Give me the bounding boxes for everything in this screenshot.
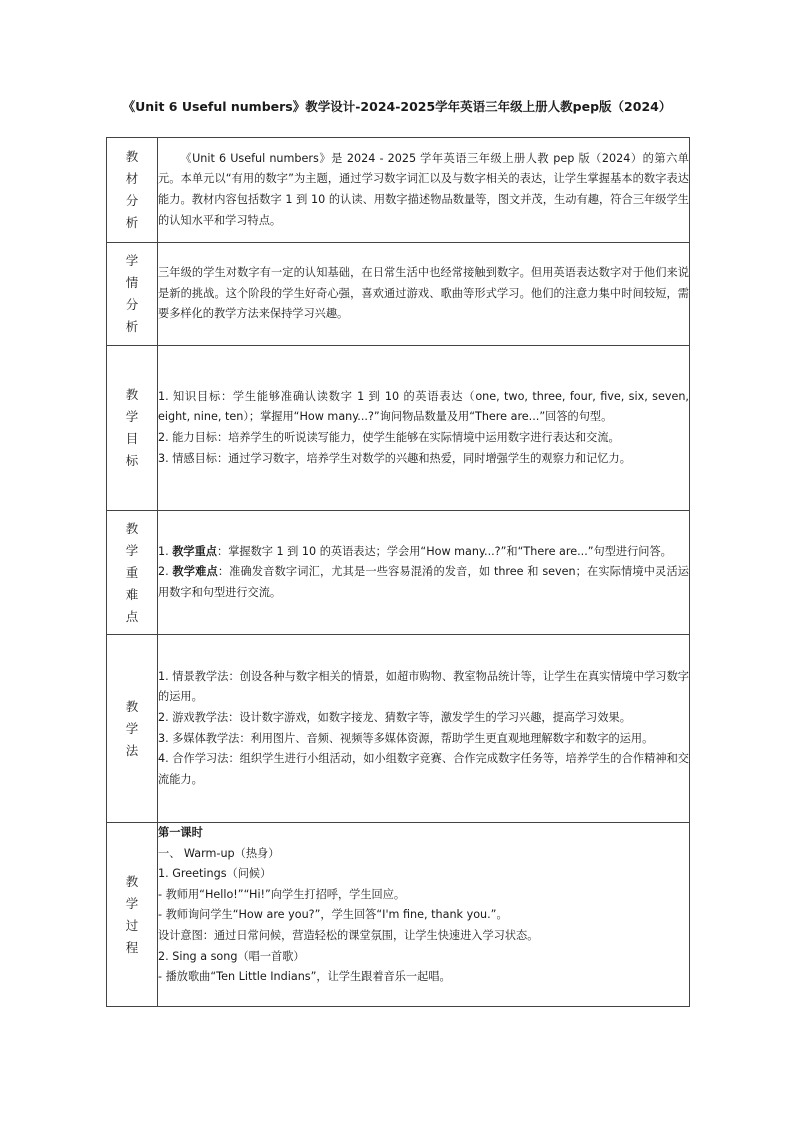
- label-char: 教: [125, 149, 139, 164]
- process-line: 1. Greetings（问候）: [158, 867, 272, 881]
- content-teaching-methods: [158, 635, 690, 823]
- process-line: 2. Sing a song（唱一首歌）: [158, 949, 305, 963]
- label-char: 学: [125, 253, 139, 268]
- goal-emotion: 3. 情感目标：通过学习数字，培养学生对数学的兴趣和热爱，同时增强学生的观察力和记忆力。: [158, 451, 631, 465]
- goal-knowledge: 1. 知识目标：学生能够准确认读数字 1 到 10 的英语表达（one, two, three, four, five, six, seven, eight, nine, ten）；掌握用“How many...?”询问物品数量及用“There are...”回答的句型。: [158, 389, 689, 424]
- row-teaching-process: [107, 823, 690, 1007]
- method-multimedia: 3. 多媒体教学法：利用图片、音频、视频等多媒体资源，帮助学生更直观地理解数字和数字的运用。: [158, 731, 654, 745]
- label-char: 法: [125, 742, 139, 758]
- label-char: 教: [125, 873, 139, 889]
- content-teaching-goals: [158, 346, 690, 511]
- process-line: 一、 Warm-up（热身）: [158, 846, 280, 860]
- content-teaching-process: [158, 823, 690, 1007]
- label-materials-analysis: [107, 138, 158, 243]
- label-char: 目: [125, 431, 139, 446]
- process-line: - 教师用“Hello!”“Hi!”向学生打招呼，学生回应。: [158, 887, 406, 901]
- label-char: 析: [125, 215, 139, 230]
- label-char: 学: [125, 720, 139, 736]
- label-char: 析: [125, 319, 139, 334]
- label-student-analysis: [107, 243, 158, 346]
- focus-label: 教学重点: [172, 544, 217, 558]
- row-materials-analysis: [107, 138, 690, 243]
- focus-prefix: 1.: [158, 544, 173, 558]
- label-char: 程: [125, 939, 139, 955]
- process-line: - 播放歌曲“Ten Little Indians”，让学生跟着音乐一起唱。: [158, 970, 451, 984]
- label-char: 重: [125, 564, 139, 580]
- teaching-focus: [158, 542, 689, 563]
- label-char: 材: [125, 171, 139, 186]
- difficulty-label: 教学难点: [172, 565, 218, 579]
- label-char: 学: [125, 409, 139, 424]
- process-line: 设计意图：通过日常问候，营造轻松的课堂氛围，让学生快速进入学习状态。: [158, 928, 539, 942]
- row-teaching-methods: [107, 635, 690, 823]
- method-situational: 1. 情景教学法：创设各种与数字相关的情景，如超市购物、教室物品统计等，让学生在真实情境中学习数字的运用。: [158, 669, 689, 704]
- row-key-points: [107, 511, 690, 635]
- lesson-title: 第一课时: [158, 826, 203, 839]
- label-char: 教: [125, 387, 139, 402]
- process-line: - 教师询问学生“How are you?”，学生回答“I'm fine, thank you.”。: [158, 908, 508, 922]
- label-char: 学: [125, 542, 139, 558]
- student-analysis-text: 三年级的学生对数字有一定的认知基础，在日常生活中也经常接触到数字。但用英语表达数字对于他们来说是新的挑战。这个阶段的学生好奇心强，喜欢通过游戏、歌曲等形式学习。他们的注意力集中时间较短，需要多样化的教学方法来保持学习兴趣。: [158, 266, 689, 321]
- method-game: 2. 游戏教学法：设计数字游戏，如数字接龙、猜数字等，激发学生的学习兴趣，提高学习效果。: [158, 710, 631, 724]
- goal-ability: 2. 能力目标：培养学生的听说读写能力，使学生能够在实际情境中运用数字进行表达和交流。: [158, 431, 620, 444]
- label-char: 情: [125, 275, 139, 290]
- label-key-points: [107, 511, 158, 635]
- label-char: 分: [125, 193, 139, 208]
- focus-text: ：掌握数字 1 到 10 的英语表达；学会用“How many...?”和“There are...”句型进行问答。: [217, 544, 672, 558]
- lesson-plan-table: [106, 137, 690, 1007]
- label-char: 学: [125, 895, 139, 911]
- teaching-difficulty: [158, 562, 689, 603]
- label-teaching-methods: [107, 635, 158, 823]
- label-char: 标: [125, 453, 139, 468]
- label-char: 点: [125, 608, 139, 624]
- method-cooperative: 4. 合作学习法：组织学生进行小组活动，如小组数字竞赛、合作完成数字任务等，培养学生的合作精神和交流能力。: [158, 752, 689, 786]
- content-student-analysis: [158, 243, 690, 346]
- label-char: 过: [125, 917, 139, 933]
- label-char: 教: [125, 698, 139, 714]
- label-char: 分: [125, 297, 139, 312]
- content-key-points: [158, 511, 690, 635]
- difficulty-prefix: 2.: [158, 565, 173, 579]
- label-teaching-process: [107, 823, 158, 1007]
- label-teaching-goals: [107, 346, 158, 511]
- row-teaching-goals: [107, 346, 690, 511]
- content-materials-analysis: [158, 138, 690, 243]
- label-char: 难: [125, 586, 139, 602]
- row-student-analysis: [107, 243, 690, 346]
- materials-analysis-text: 《Unit 6 Useful numbers》是 2024 - 2025 学年英语三年级上册人教 pep 版（2024）的第六单元。本单元以“有用的数字”为主题，通过学习数字词汇以及与数字相关的表达，让学生掌握基本的数字表达能力。教材内容包括数字 1 到 10 的认读、用数字描述物品数量等，图文并茂，生动有趣，符合三年级学生的认知水平和学习特点。: [158, 151, 689, 227]
- difficulty-text: ：准确发音数字词汇，尤其是一些容易混淆的发音，如 three 和 seven；在实际情境中灵活运用数字和句型进行交流。: [158, 565, 689, 599]
- label-char: 教: [125, 520, 139, 536]
- document-title: 《Unit 6 Useful numbers》教学设计-2024-2025学年英语三年级上册人教pep版（2024）: [122, 99, 672, 114]
